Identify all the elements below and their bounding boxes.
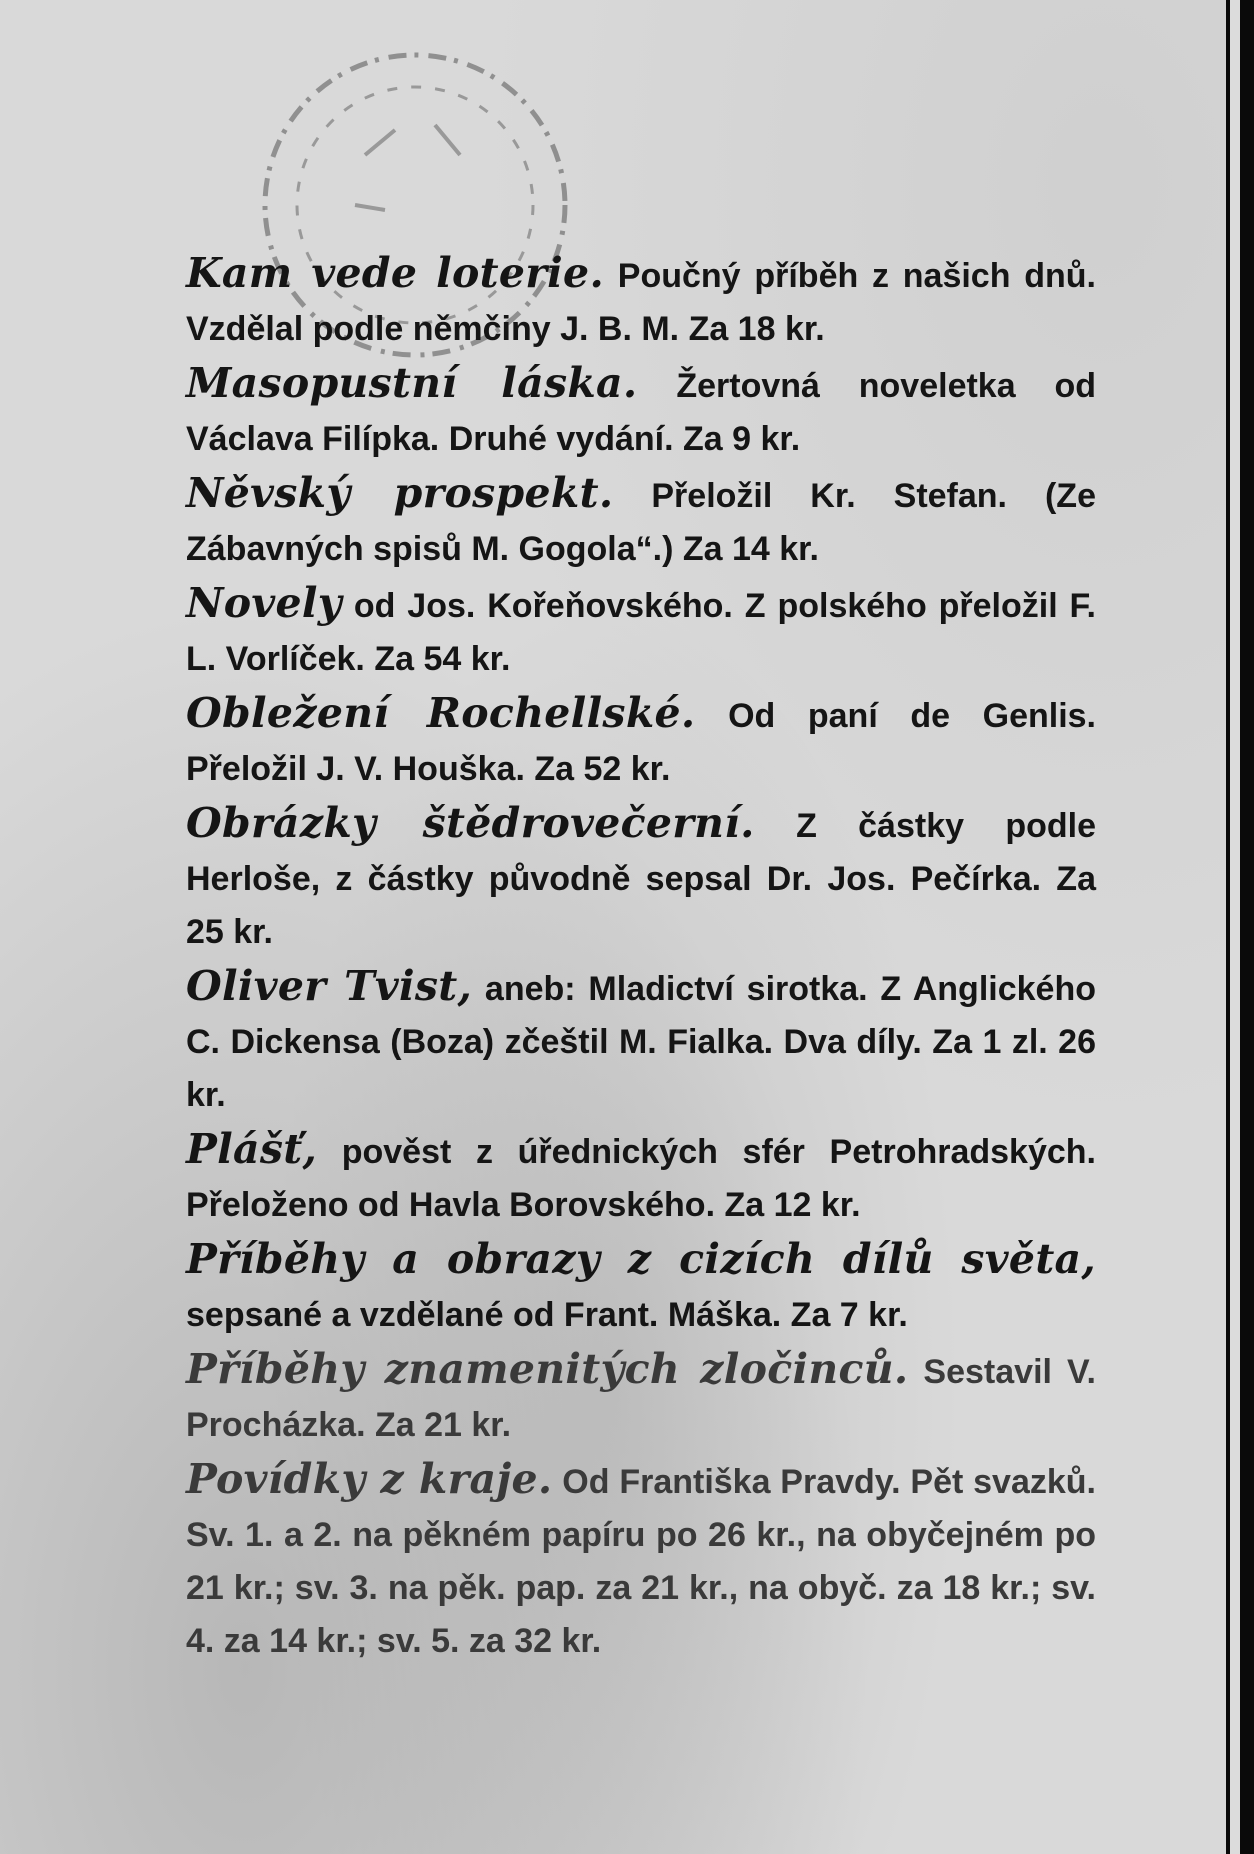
book-description: Přeložil Kr. Stefan. (Ze Zábavných spisů M. Gogola“.) Za 14 kr.: [186, 477, 1096, 568]
book-title: Příběhy znamenitých zločinců.: [186, 1345, 909, 1393]
book-entry: [186, 1344, 1096, 1451]
book-description: Sestavil V. Procházka. Za 21 kr.: [186, 1353, 1096, 1444]
book-title: Masopustní láska.: [186, 359, 638, 407]
book-description: Žertovná noveletka od Václava Filípka. Druhé vydání. Za 9 kr.: [186, 367, 1096, 458]
book-entry: [186, 468, 1096, 575]
book-title: Povídky z kraje.: [186, 1455, 553, 1503]
book-description: Poučný příběh z našich dnů. Vzdělal podle němčiny J. B. M. Za 18 kr.: [186, 257, 1097, 348]
book-title: Obrázky štědrovečerní.: [186, 799, 755, 847]
book-description: sepsané a vzdělané od Frant. Máška. Za 7 kr.: [186, 1296, 908, 1334]
book-title: Novely: [186, 579, 342, 627]
book-title: Kam vede loterie.: [186, 249, 605, 297]
page-edge: [1226, 0, 1254, 1854]
book-title: Plášť,: [186, 1125, 318, 1173]
book-entry: [186, 1454, 1096, 1667]
book-entry: [186, 961, 1096, 1121]
book-description: Od Františka Pravdy. Pět svazků. Sv. 1. a 2. na pěkném papíru po 26 kr., na obyčejném po 21 kr.; sv. 3. na pěk. pap. za 21 kr., na obyč. za 18 kr.; sv. 4. za 14 kr.; sv. 5. za 32 kr.: [186, 1463, 1096, 1660]
book-entry: [186, 578, 1096, 685]
book-entry: [186, 688, 1096, 795]
book-list: [186, 248, 1096, 1670]
book-entry: [186, 358, 1096, 465]
next-page-strip: [1230, 0, 1240, 1854]
book-title: Oliver Tvist,: [186, 962, 473, 1010]
book-title: Obležení Rochellské.: [186, 689, 696, 737]
book-description: Od paní de Genlis. Přeložil J. V. Houška. Za 52 kr.: [186, 697, 1096, 788]
book-entry: [186, 248, 1096, 355]
book-title: Příběhy a obrazy z cizích dílů světa,: [186, 1235, 1096, 1283]
book-entry: [186, 1234, 1096, 1341]
book-entry: [186, 798, 1096, 958]
book-title: Něvský prospekt.: [186, 469, 614, 517]
book-description: aneb: Mladictví sirotka. Z Anglického C. Dickensa (Boza) zčeštil M. Fialka. Dva díly. Za 1 zl. 26 kr.: [186, 970, 1096, 1114]
book-description: Z částky podle Herloše, z částky původně sepsal Dr. Jos. Pečírka. Za 25 kr.: [186, 807, 1096, 951]
book-entry: [186, 1124, 1096, 1231]
book-description: od Jos. Kořeňovského. Z polského přeložil F. L. Vorlíček. Za 54 kr.: [186, 587, 1096, 678]
book-description: pověst z úřednických sfér Petrohradských. Přeloženo od Havla Borovského. Za 12 kr.: [186, 1133, 1096, 1224]
